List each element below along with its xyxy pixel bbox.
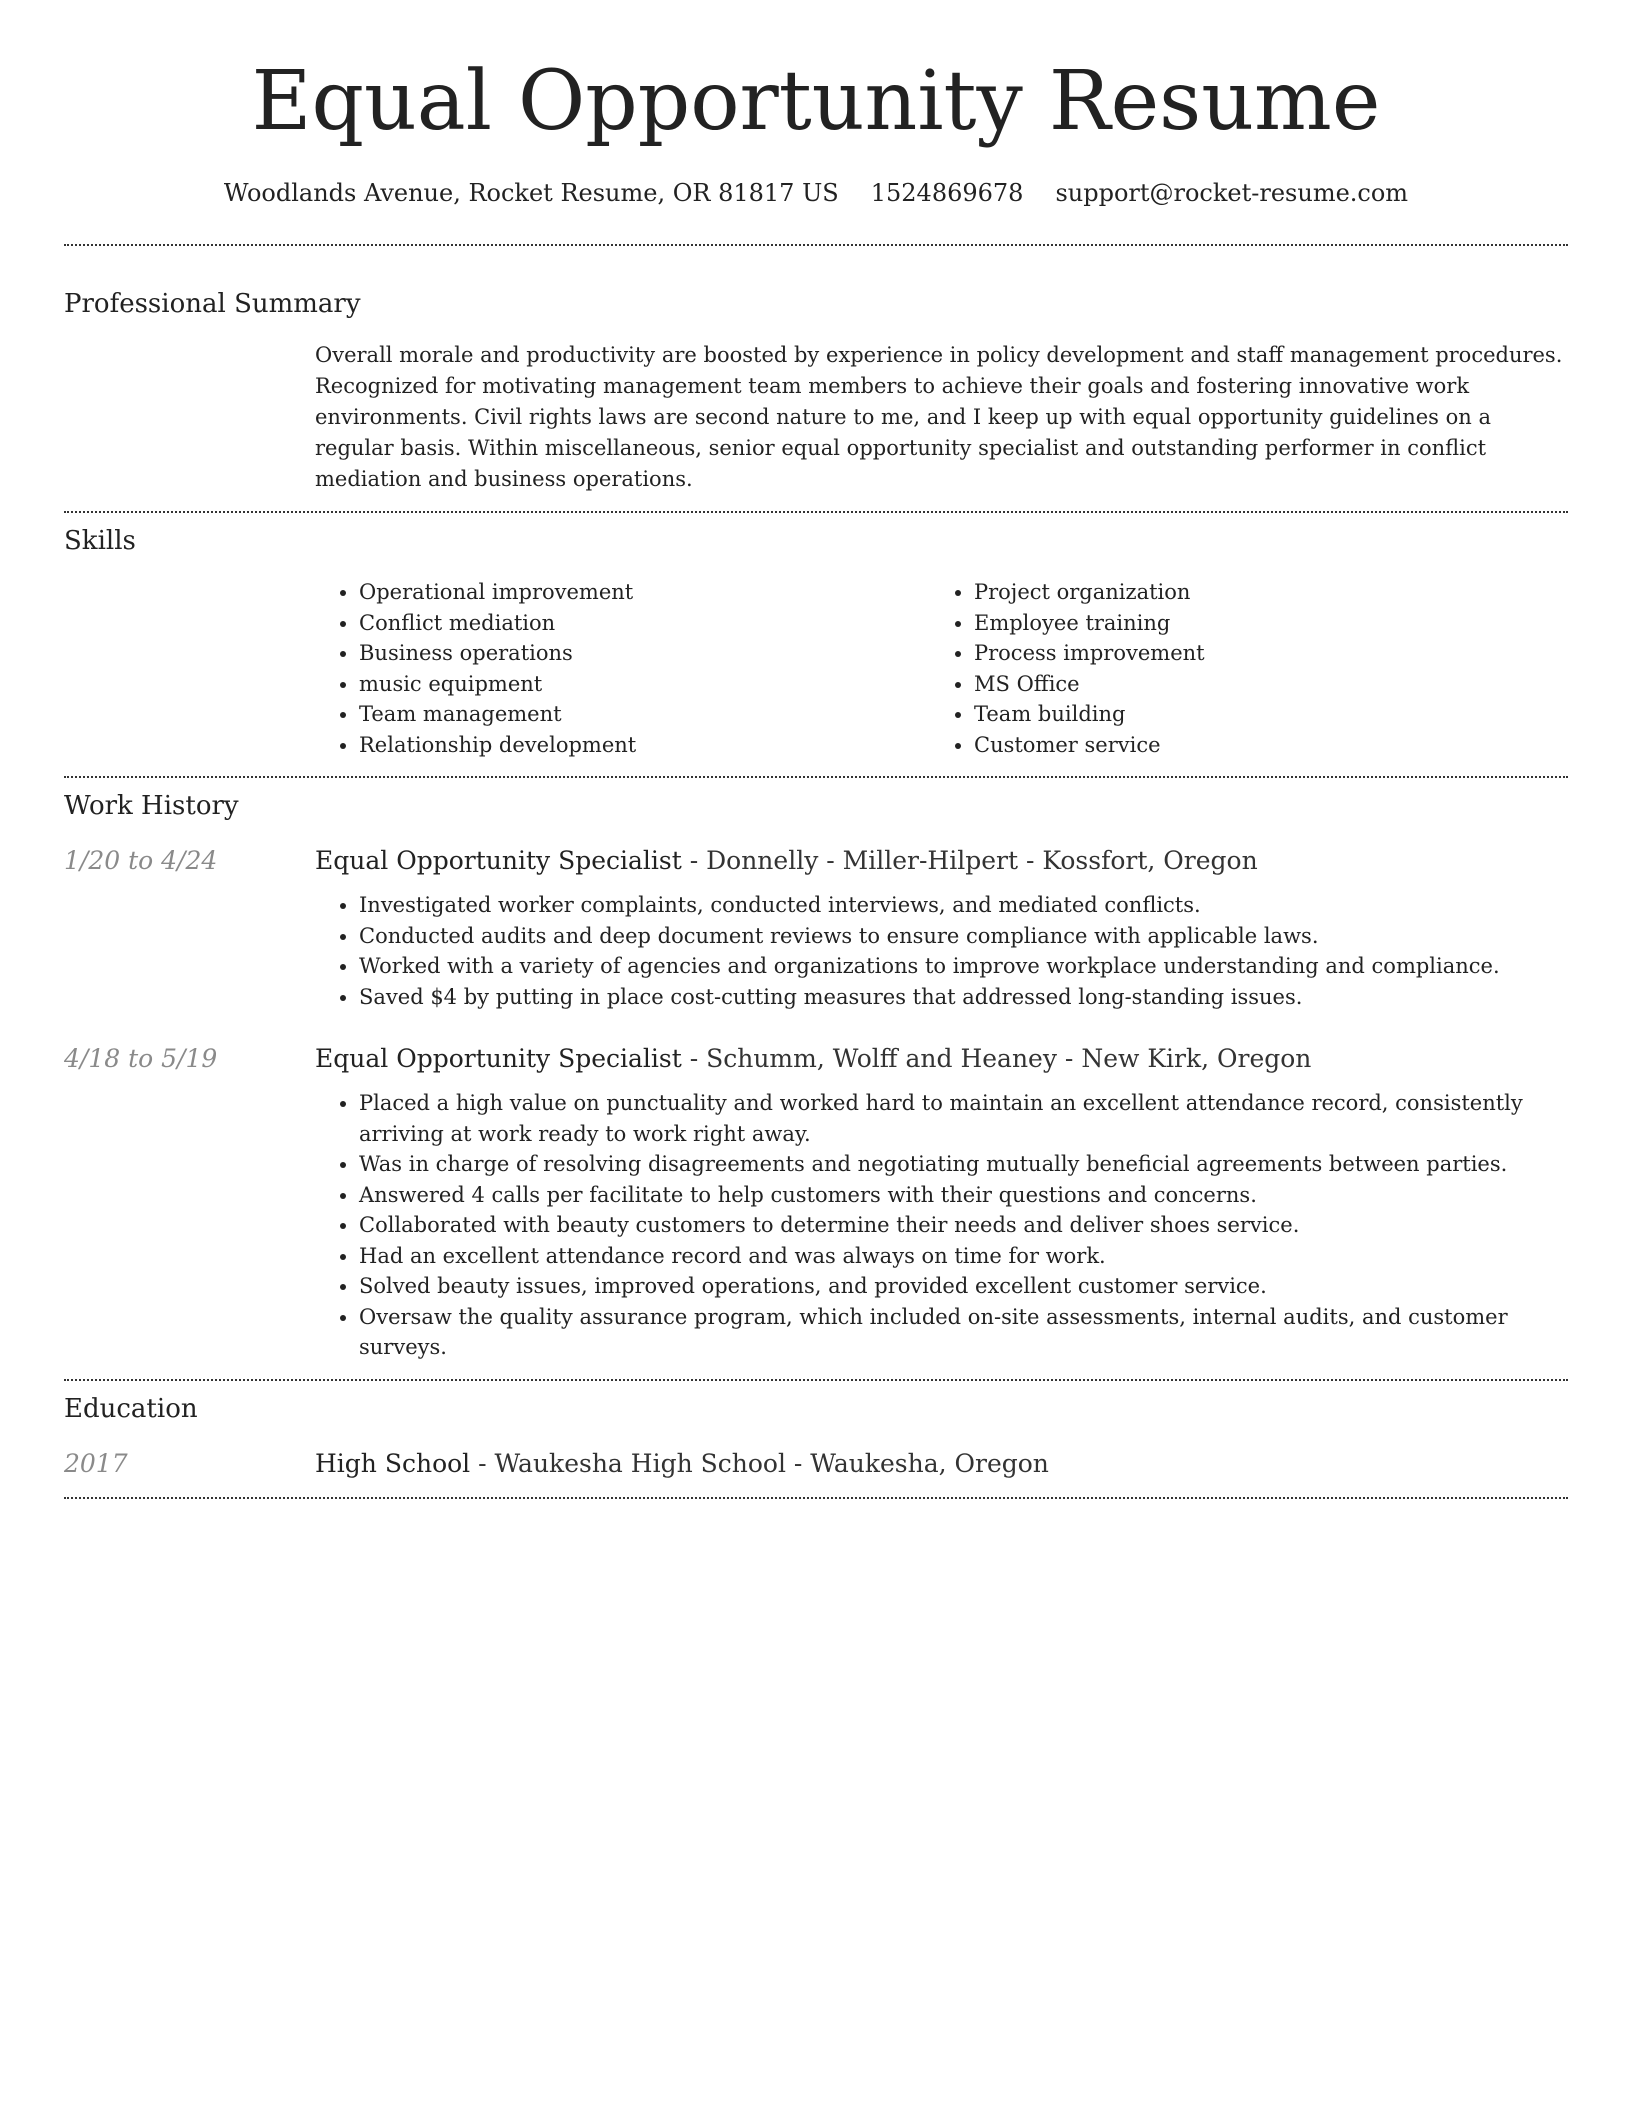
job-bullet: • Conducted audits and deep document reviews to ensure compliance with applicable laws. [359,921,1568,952]
skills-section [64,513,1568,760]
skill-item: • Relationship development [359,730,930,761]
skill-item: • Team building [974,699,1545,730]
skill-item: • Employee training [974,608,1545,639]
education-school: - Waukesha High School - Waukesha, Oregon [470,1448,1049,1478]
education-section [64,1381,1568,1481]
education-degree: High School [315,1448,471,1478]
contact-email: support@rocket-resume.com [1055,179,1409,207]
job-bullet: • Collaborated with beauty customers to determine their needs and deliver shoes service. [359,1210,1568,1241]
job-employer: - Schumm, Wolff and Heaney - New Kirk, Oregon [681,1044,1312,1073]
job-bullets [315,890,1568,1012]
job-bullets [315,1088,1568,1363]
skill-item: • Operational improvement [359,577,930,608]
skill-item: • music equipment [359,669,930,700]
resume-title: Equal Opportunity Resume [251,54,1381,149]
contact-phone: 1524869678 [870,179,1024,207]
skills-list-left [315,577,930,760]
job-entry [64,844,1568,1012]
job-dates: 1/20 to 4/24 [64,846,218,875]
job-bullet: • Oversaw the quality assurance program, which included on-site assessments, internal audits, and customer surveys. [359,1302,1568,1363]
skill-item: • Team management [359,699,930,730]
job-title: Equal Opportunity Specialist [315,1044,682,1073]
job-entry [64,1042,1568,1363]
skill-item: • Process improvement [974,638,1545,669]
skills-list-right [930,577,1545,760]
summary-section [64,246,1568,495]
work-section [64,778,1568,1363]
job-bullet: • Was in charge of resolving disagreements and negotiating mutually beneficial agreements between parties. [359,1149,1568,1180]
contact-info [64,178,1568,208]
summary-heading: Professional Summary [64,289,361,319]
job-bullet: • Placed a high value on punctuality and worked hard to maintain an excellent attendance record, consistently arriving at work ready to work right away. [359,1088,1568,1149]
education-heading: Education [64,1393,198,1424]
job-bullet: • Solved beauty issues, improved operations, and provided excellent customer service. [359,1271,1568,1302]
education-date: 2017 [64,1448,128,1478]
work-heading: Work History [64,791,239,821]
skill-item: • Business operations [359,638,930,669]
skills-heading: Skills [64,526,136,556]
contact-address: Woodlands Avenue, Rocket Resume, OR 81817 US [223,179,839,207]
skill-item: • Conflict mediation [359,608,930,639]
job-bullet: • Had an excellent attendance record and was always on time for work. [359,1241,1568,1272]
skill-item: • MS Office [974,669,1545,700]
job-bullet: • Investigated worker complaints, conducted interviews, and mediated conflicts. [359,890,1568,921]
education-header [315,1447,1568,1481]
job-dates: 4/18 to 5/19 [64,1044,218,1073]
skill-item: • Project organization [974,577,1545,608]
job-bullet: • Worked with a variety of agencies and organizations to improve workplace understanding and compliance. [359,951,1568,982]
job-title: Equal Opportunity Specialist [315,846,682,875]
job-bullet: • Saved $4 by putting in place cost-cutting measures that addressed long-standing issues. [359,982,1568,1013]
education-divider [64,1497,1568,1499]
job-bullet: • Answered 4 calls per facilitate to help customers with their questions and concerns. [359,1180,1568,1211]
summary-text: Overall morale and productivity are boosted by experience in policy development and staff management procedures. Recognized for motivating management team members to achieve their goals and fostering innovative work environments. Civil rights laws are second nature to me, and I keep up with equal opportunity guidelines on a regular basis. Within miscellaneous, senior equal opportunity specialist and outstanding performer in conflict mediation and business operations. [315,343,1563,491]
job-header [315,1042,1568,1076]
job-header [315,844,1568,878]
skill-item: • Customer service [974,730,1545,761]
education-entry [64,1447,1568,1481]
job-employer: - Donnelly - Miller-Hilpert - Kossfort, Oregon [681,846,1258,875]
